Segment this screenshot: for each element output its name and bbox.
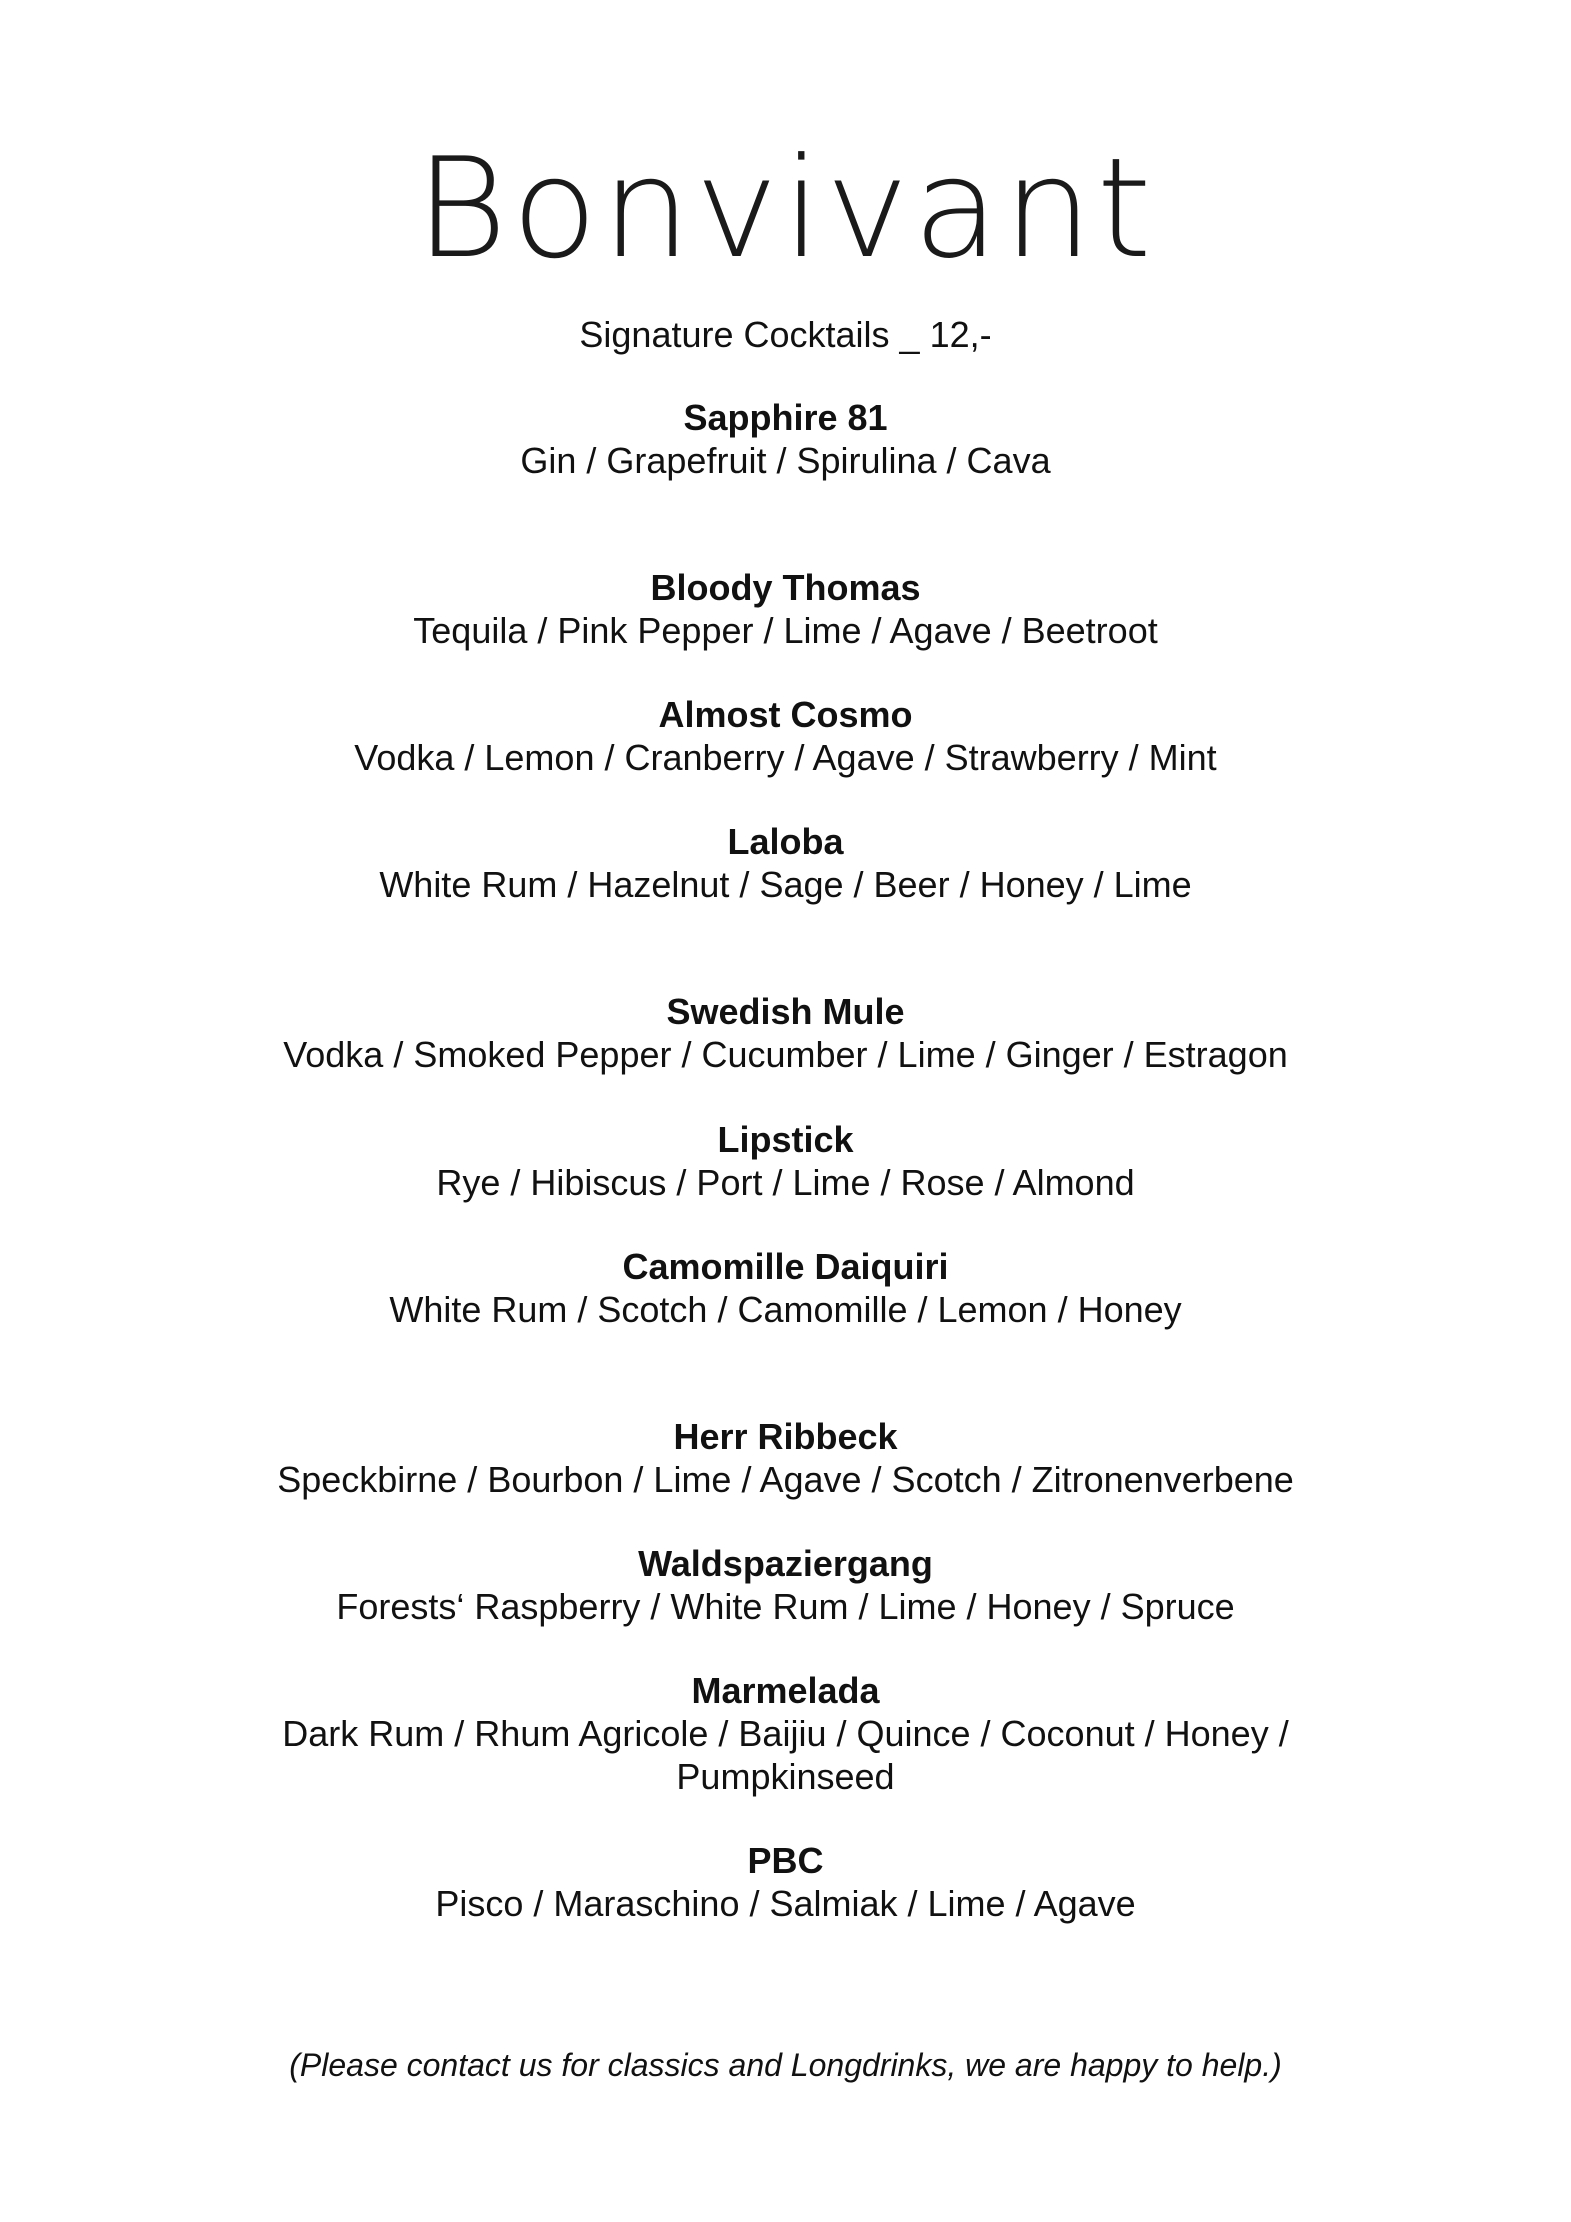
cocktail-item	[0, 1416, 1571, 1501]
cocktail-item	[0, 1543, 1571, 1628]
cocktail-name: Laloba	[727, 821, 844, 862]
bonvivant-logo: Bonvivant	[415, 128, 1156, 289]
cocktail-item	[0, 991, 1571, 1076]
cocktail-name: Herr Ribbeck	[673, 1416, 898, 1457]
cocktail-name: Swedish Mule	[666, 991, 905, 1032]
cocktail-name: Lipstick	[717, 1119, 854, 1160]
cocktail-name: Marmelada	[691, 1670, 880, 1711]
cocktail-ingredients: Rye / Hibiscus / Port / Lime / Rose / Almond	[436, 1162, 1135, 1203]
cocktail-name: Almost Cosmo	[658, 694, 913, 735]
cocktail-name: Camomille Daiquiri	[622, 1246, 949, 1287]
cocktail-item	[0, 567, 1571, 652]
cocktail-item	[0, 1670, 1571, 1798]
cocktail-item	[0, 821, 1571, 906]
cocktail-ingredients: White Rum / Hazelnut / Sage / Beer / Honey / Lime	[379, 864, 1192, 905]
cocktail-ingredients: Pisco / Maraschino / Salmiak / Lime / Agave	[435, 1883, 1136, 1924]
section-title: Signature Cocktails _ 12,-	[579, 314, 992, 355]
cocktail-name: Waldspaziergang	[638, 1543, 933, 1584]
cocktail-ingredients: Dark Rum / Rhum Agricole / Baijiu / Quince / Coconut / Honey / Pumpkinseed	[282, 1713, 1289, 1797]
cocktail-name: Bloody Thomas	[650, 567, 921, 608]
cocktail-ingredients: Forests‘ Raspberry / White Rum / Lime / Honey / Spruce	[336, 1586, 1235, 1627]
cocktail-name: PBC	[747, 1840, 824, 1881]
cocktail-item	[0, 1840, 1571, 1925]
cocktail-ingredients: Gin / Grapefruit / Spirulina / Cava	[520, 440, 1051, 481]
cocktail-item	[0, 397, 1571, 482]
cocktail-ingredients: Speckbirne / Bourbon / Lime / Agave / Scotch / Zitronenverbene	[277, 1459, 1294, 1500]
cocktail-ingredients: White Rum / Scotch / Camomille / Lemon / Honey	[389, 1289, 1182, 1330]
cocktail-ingredients: Tequila / Pink Pepper / Lime / Agave / Beetroot	[413, 610, 1158, 651]
cocktail-item	[0, 1119, 1571, 1204]
cocktail-ingredients: Vodka / Lemon / Cranberry / Agave / Strawberry / Mint	[354, 737, 1217, 778]
cocktail-item	[0, 1246, 1571, 1331]
footer-note: (Please contact us for classics and Longdrinks, we are happy to help.)	[289, 2047, 1282, 2083]
cocktail-item	[0, 694, 1571, 779]
cocktail-ingredients: Vodka / Smoked Pepper / Cucumber / Lime / Ginger / Estragon	[283, 1034, 1288, 1075]
cocktail-name: Sapphire 81	[683, 397, 888, 438]
